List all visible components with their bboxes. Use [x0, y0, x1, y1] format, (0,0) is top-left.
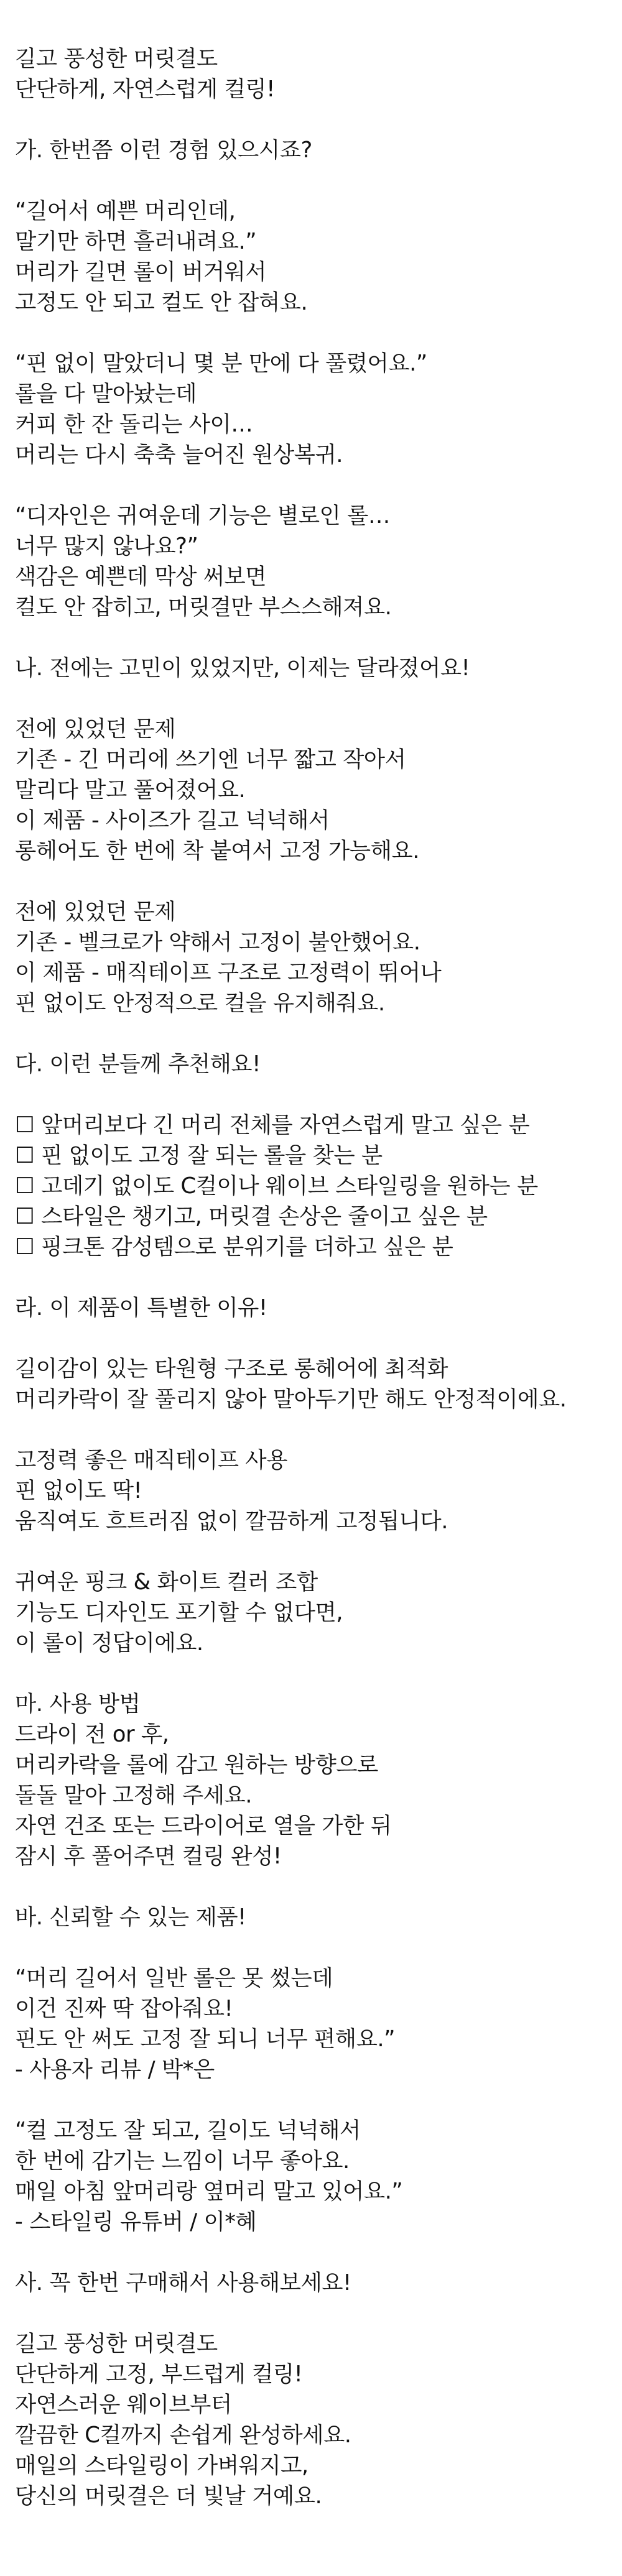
text-line: 말리다 말고 풀어졌어요.	[15, 777, 246, 803]
paragraph-spacer	[15, 1872, 606, 1902]
text-line: 돌돌 말아 고정해 주세요.	[15, 1783, 253, 1808]
text-line: 깔끔한 C컬까지 손쉽게 완성하세요.	[15, 2422, 351, 2448]
text-line: 드라이 전 or 후,	[15, 1722, 169, 1747]
text-line: 커피 한 잔 돌리는 사이…	[15, 412, 253, 437]
document-body	[15, 44, 606, 2511]
text-line: 머리카락이 잘 풀리지 않아 말아두기만 해도 안정적이에요.	[15, 1387, 567, 1412]
text-line: 사. 꼭 한번 구매해서 사용해보세요!	[15, 2270, 351, 2296]
text-line: 단단하게, 자연스럽게 컬링!	[15, 76, 275, 102]
text-line: 핀도 안 써도 고정 잘 되니 너무 편해요.”	[15, 2026, 396, 2052]
text-line: 고정력 좋은 매직테이프 사용	[15, 1447, 287, 1473]
text-line: 말기만 하면 흘러내려요.”	[15, 229, 257, 254]
paragraph-spacer	[15, 2237, 606, 2268]
paragraph	[15, 1445, 606, 1536]
text-line: 고정도 안 되고 컬도 안 잡혀요.	[15, 290, 308, 315]
paragraph	[15, 44, 606, 104]
text-line: 움직여도 흐트러짐 없이 깔끔하게 고정됩니다.	[15, 1508, 448, 1534]
text-line: 너무 많지 않나요?”	[15, 533, 198, 559]
text-line: 기능도 디자인도 포기할 수 없다면,	[15, 1600, 343, 1625]
text-line: “컬 고정도 잘 되고, 길이도 넉넉해서	[15, 2118, 361, 2143]
text-line: 컬도 안 잡히고, 머릿결만 부스스해져요.	[15, 594, 392, 620]
text-line: 가. 한번쯤 이런 경험 있으시죠?	[15, 137, 312, 163]
text-line: ☐ 핀 없이도 고정 잘 되는 롤을 찾는 분	[15, 1143, 383, 1168]
text-line: 기존 - 긴 머리에 쓰기엔 너무 짧고 작아서	[15, 747, 406, 772]
paragraph-spacer	[15, 165, 606, 196]
text-line: 머리가 길면 롤이 버거워서	[15, 259, 267, 285]
paragraph	[15, 1110, 606, 1262]
text-line: ☐ 핑크톤 감성템으로 분위기를 더하고 싶은 분	[15, 1234, 453, 1260]
text-line: 다. 이런 분들께 추천해요!	[15, 1051, 261, 1077]
paragraph	[15, 2268, 606, 2298]
text-line: 길이감이 있는 타원형 구조로 롱헤어에 최적화	[15, 1356, 448, 1382]
paragraph	[15, 196, 606, 318]
paragraph	[15, 2115, 606, 2237]
text-line: 이 롤이 정답이에요.	[15, 1630, 203, 1656]
paragraph-spacer	[15, 104, 606, 135]
text-line: 롤을 다 말아놨는데	[15, 381, 197, 407]
paragraph	[15, 1902, 606, 1932]
text-line: “디자인은 귀여운데 기능은 별로인 롤…	[15, 503, 390, 529]
text-line: 단단하게 고정, 부드럽게 컬링!	[15, 2361, 303, 2387]
text-line: 전에 있었던 문제	[15, 716, 176, 742]
text-line: 핀 없이도 딱!	[15, 1478, 142, 1503]
paragraph-spacer	[15, 1415, 606, 1445]
text-line: 매일의 스타일링이 가벼워지고,	[15, 2453, 309, 2478]
text-line: 전에 있었던 문제	[15, 899, 176, 925]
text-line: 한 번에 감기는 느낌이 너무 좋아요.	[15, 2148, 350, 2174]
paragraph-spacer	[15, 2298, 606, 2329]
paragraph	[15, 1354, 606, 1415]
paragraph	[15, 1567, 606, 1658]
paragraph-spacer	[15, 2085, 606, 2115]
paragraph-spacer	[15, 318, 606, 348]
text-line: 귀여운 핑크 & 화이트 컬러 조합	[15, 1569, 318, 1595]
text-line: “핀 없이 말았더니 몇 분 만에 다 풀렸어요.”	[15, 351, 427, 376]
paragraph	[15, 1049, 606, 1079]
text-line: 머리카락을 롤에 감고 원하는 방향으로	[15, 1752, 378, 1778]
text-line: 이 제품 - 사이즈가 길고 넉넉해서	[15, 808, 330, 833]
text-line: 라. 이 제품이 특별한 이유!	[15, 1295, 267, 1321]
text-line: 당신의 머릿결은 더 빛날 거예요.	[15, 2483, 322, 2509]
paragraph-spacer	[15, 470, 606, 501]
text-line: “머리 길어서 일반 롤은 못 썼는데	[15, 1965, 333, 1991]
text-line: 길고 풍성한 머릿결도	[15, 2331, 218, 2357]
text-line: 머리는 다시 축축 늘어진 원상복귀.	[15, 442, 343, 468]
text-line: “길어서 예쁜 머리인데,	[15, 198, 236, 224]
text-line: 기존 - 벨크로가 약해서 고정이 불안했어요.	[15, 930, 420, 955]
text-line: 자연 건조 또는 드라이어로 열을 가한 뒤	[15, 1813, 392, 1839]
paragraph	[15, 1293, 606, 1323]
paragraph-spacer	[15, 622, 606, 653]
paragraph	[15, 1963, 606, 2085]
paragraph	[15, 135, 606, 165]
text-line: ☐ 앞머리보다 긴 머리 전체를 자연스럽게 말고 싶은 분	[15, 1112, 530, 1138]
paragraph	[15, 501, 606, 622]
text-line: ☐ 고데기 없이도 C컬이나 웨이브 스타일링을 원하는 분	[15, 1173, 538, 1199]
paragraph-spacer	[15, 1323, 606, 1354]
text-line: 이건 진짜 딱 잡아줘요!	[15, 1996, 233, 2021]
paragraph-spacer	[15, 683, 606, 714]
paragraph-spacer	[15, 1079, 606, 1110]
text-line: 자연스러운 웨이브부터	[15, 2392, 232, 2417]
paragraph-spacer	[15, 1018, 606, 1049]
text-line: 길고 풍성한 머릿결도	[15, 46, 218, 72]
text-line: 이 제품 - 매직테이프 구조로 고정력이 뛰어나	[15, 960, 442, 986]
paragraph-spacer	[15, 1536, 606, 1567]
text-line: 색감은 예쁜데 막상 써보면	[15, 564, 267, 589]
paragraph	[15, 348, 606, 470]
text-line: 매일 아침 앞머리랑 옆머리 말고 있어요.”	[15, 2179, 403, 2204]
paragraph-spacer	[15, 1932, 606, 1963]
text-line: - 스타일링 유튜버 / 이*혜	[15, 2209, 257, 2235]
paragraph-spacer	[15, 1658, 606, 1689]
text-line: ☐ 스타일은 챙기고, 머릿결 손상은 줄이고 싶은 분	[15, 1204, 488, 1229]
paragraph	[15, 714, 606, 866]
paragraph-spacer	[15, 866, 606, 897]
text-line: 잠시 후 풀어주면 컬링 완성!	[15, 1844, 282, 1869]
paragraph	[15, 897, 606, 1018]
paragraph	[15, 2329, 606, 2511]
paragraph-spacer	[15, 1262, 606, 1293]
paragraph	[15, 1689, 606, 1872]
text-line: 롱헤어도 한 번에 착 붙여서 고정 가능해요.	[15, 838, 419, 864]
text-line: 바. 신뢰할 수 있는 제품!	[15, 1904, 246, 1930]
paragraph	[15, 653, 606, 683]
text-line: 마. 사용 방법	[15, 1691, 141, 1717]
text-line: 나. 전에는 고민이 있었지만, 이제는 달라졌어요!	[15, 655, 470, 681]
text-line: 핀 없이도 안정적으로 컬을 유지해줘요.	[15, 990, 385, 1016]
text-line: - 사용자 리뷰 / 박*은	[15, 2057, 215, 2082]
